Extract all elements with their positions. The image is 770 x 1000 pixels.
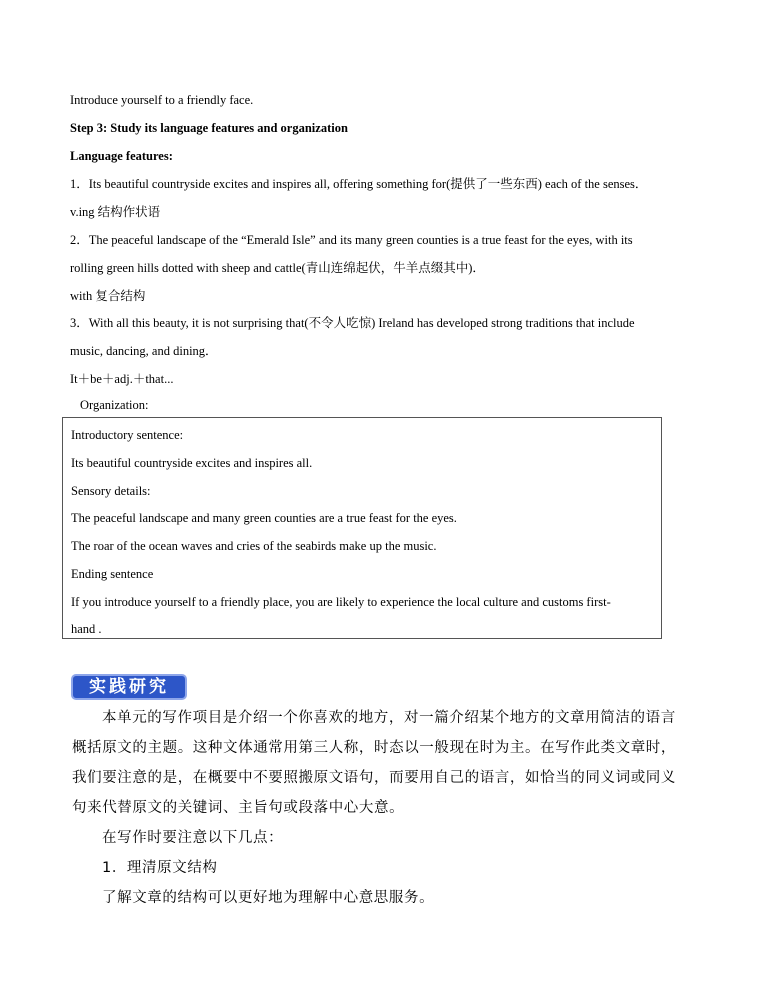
- sensory-detail-1: The peaceful landscape and many green counties are a true feast for the eyes.: [71, 511, 457, 525]
- item3-line2: music, dancing, and dining．: [70, 344, 218, 358]
- item2-note: with 复合结构: [70, 289, 146, 303]
- sensory-detail-2: The roar of the ocean waves and cries of the seabirds make up the music.: [71, 539, 437, 553]
- point1-heading: 1．理清原文结构: [102, 860, 218, 876]
- para2: 在写作时要注意以下几点：: [102, 830, 284, 846]
- intro-line: Introduce yourself to a friendly face.: [70, 93, 254, 107]
- intro-text: Its beautiful countryside excites and inspires all.: [71, 456, 313, 470]
- item3-line1: 3．With all this beauty, it is not surprising that(不令人吃惊) Ireland has developed strong traditions that include: [70, 316, 635, 330]
- point1-text: 了解文章的结构可以更好地为理解中心意思服务。: [102, 890, 435, 906]
- para1-line1: 本单元的写作项目是介绍一个你喜欢的地方，对一篇介绍某个地方的文章用简洁的语言: [102, 710, 676, 726]
- section-badge: 实践研究: [71, 674, 187, 700]
- item1-text: 1．Its beautiful countryside excites and inspires all, offering something for(提供了一些东西) each of the senses．: [70, 177, 648, 191]
- ending-label: Ending sentence: [71, 567, 154, 581]
- para1-line4: 句来代替原文的关键词、主旨句或段落中心大意。: [72, 800, 405, 816]
- item2-line1: 2．The peaceful landscape of the “Emerald Isle” and its many green counties is a true feast for the eyes, with its: [70, 233, 633, 247]
- item1-note: v.ing 结构作状语: [70, 205, 161, 219]
- organization-heading: Organization:: [80, 398, 149, 412]
- intro-label: Introductory sentence:: [71, 428, 184, 442]
- item3-note: It＋be＋adj.＋that...: [70, 372, 174, 386]
- item2-line2: rolling green hills dotted with sheep and cattle(青山连绵起伏，牛羊点缀其中)．: [70, 261, 485, 275]
- ending-line2: hand .: [71, 622, 102, 636]
- ending-line1: If you introduce yourself to a friendly place, you are likely to experience the local culture and customs first-: [71, 595, 611, 609]
- para1-line2: 概括原文的主题。这种文体通常用第三人称，时态以一般现在时为主。在写作此类文章时，: [72, 740, 676, 756]
- language-features-heading: Language features:: [70, 149, 173, 163]
- para1-line3: 我们要注意的是，在概要中不要照搬原文语句，而要用自己的语言，如恰当的同义词或同义: [72, 770, 676, 786]
- sensory-label: Sensory details:: [71, 484, 151, 498]
- organization-box: [62, 417, 662, 639]
- step3-heading: Step 3: Study its language features and organization: [70, 121, 348, 135]
